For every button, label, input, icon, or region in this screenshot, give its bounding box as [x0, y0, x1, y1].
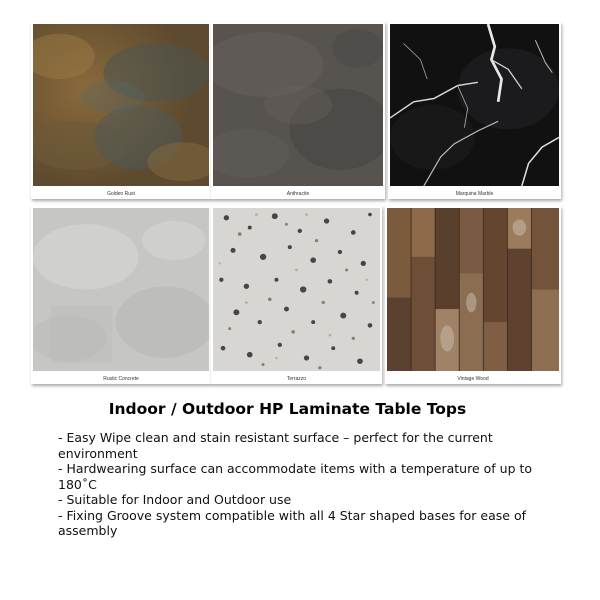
swatch-label: Vintage Wood	[457, 376, 489, 382]
swatch-label: Terrazzo	[286, 376, 307, 382]
swatch-label: Golden Rust	[107, 191, 135, 197]
marquina-marble-texture	[390, 24, 559, 186]
swatch-rustic-concrete	[31, 206, 211, 384]
swatch-vintage-wood	[385, 206, 561, 384]
golden-rust-texture	[33, 24, 209, 186]
swatch-label: Anthracite	[286, 191, 310, 197]
terrazzo-texture	[213, 208, 380, 371]
feature-item: - Suitable for Indoor and Outdoor use	[58, 492, 292, 507]
vintage-wood-texture	[387, 208, 559, 371]
feature-item: - Hardwearing surface can accommodate items with a temperature of up to 180˚C	[58, 461, 533, 492]
feature-list	[58, 430, 558, 539]
swatch-marquina-marble	[388, 22, 561, 199]
rustic-concrete-texture	[33, 208, 209, 371]
swatch-label: Marquina Marble	[455, 191, 494, 197]
swatch-anthracite	[211, 22, 385, 199]
page-title: Indoor / Outdoor HP Laminate Table Tops	[108, 400, 467, 418]
feature-item: - Easy Wipe clean and stain resistant surface – perfect for the current environment	[58, 430, 493, 461]
swatch-label: Rustic Concrete	[103, 376, 139, 382]
swatch-terrazzo	[211, 206, 382, 384]
anthracite-texture	[213, 24, 383, 186]
swatch-golden-rust	[31, 22, 211, 199]
feature-item: - Fixing Groove system compatible with all 4 Star shaped bases for ease of assembly	[58, 507, 526, 538]
